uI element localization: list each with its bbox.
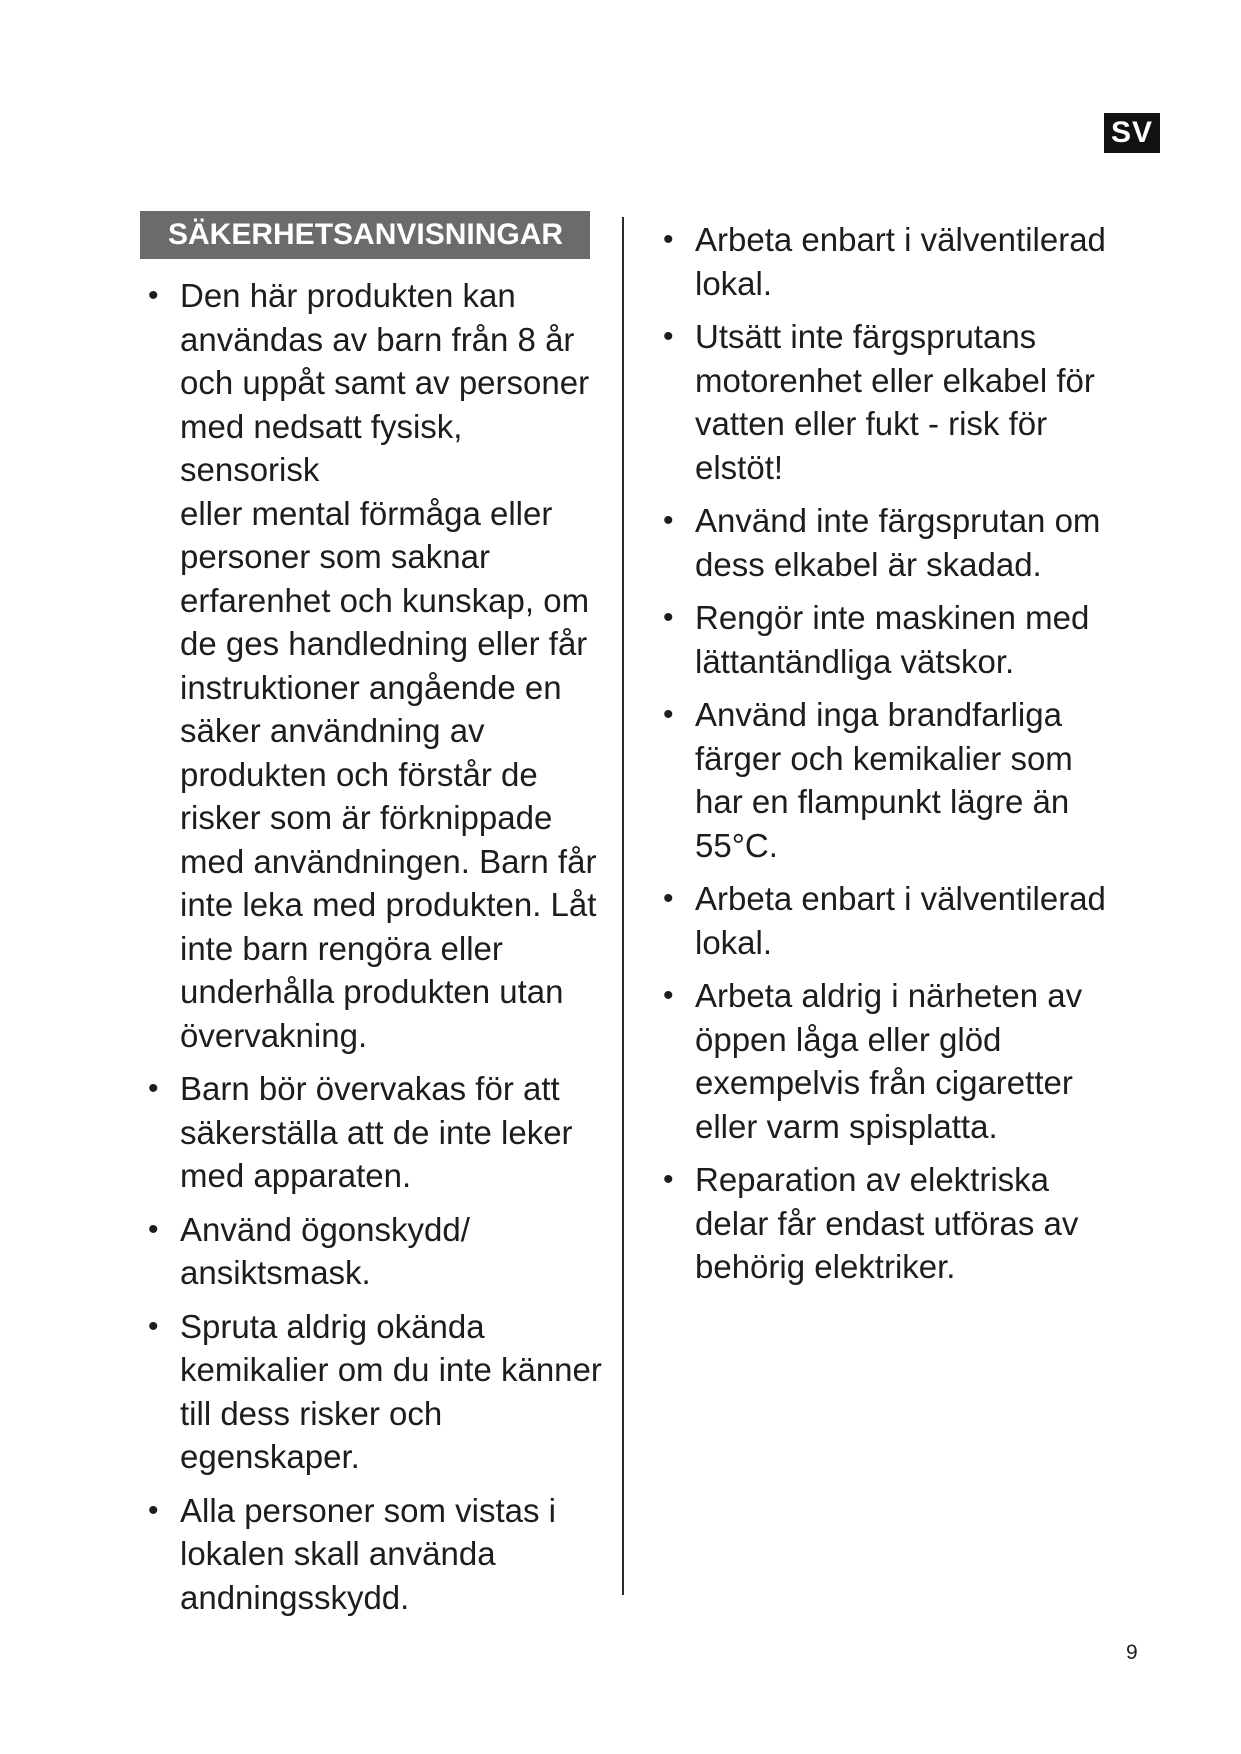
bullet-icon: •: [148, 1309, 159, 1343]
list-item-text: Arbeta enbart i välventilerad lokal.: [695, 880, 1106, 961]
list-item-text: Alla personer som vistas i lokalen skall använda andningsskydd.: [180, 1491, 556, 1616]
list-item: [140, 1067, 610, 1198]
bullet-icon: •: [148, 1072, 159, 1105]
list-item: [655, 974, 1125, 1148]
page-number: 9: [1126, 1641, 1138, 1664]
language-badge: SV: [1104, 113, 1160, 153]
bullet-icon: •: [148, 1493, 159, 1527]
section-heading: SÄKERHETSANVISNINGAR: [140, 211, 590, 259]
list-item: [655, 499, 1125, 586]
list-item-text: Utsätt inte färgsprutans motorenhet eller elkabel för vatten eller fukt - risk för elstöt!: [695, 318, 1095, 486]
left-column-list: [140, 274, 610, 1629]
list-item-text: Barn bör övervakas för att säkerställa att de inte leker med apparaten.: [180, 1070, 573, 1194]
bullet-icon: •: [148, 279, 159, 312]
list-item-text: Rengör inte maskinen med lättantändliga vätskor.: [695, 599, 1090, 680]
bullet-icon: •: [663, 979, 674, 1012]
list-item: [140, 1208, 610, 1295]
bullet-icon: •: [663, 504, 674, 537]
bullet-icon: •: [663, 698, 674, 731]
bullet-icon: •: [148, 1212, 159, 1246]
bullet-icon: •: [663, 601, 674, 634]
list-item-text: Använd ögonskydd/ ansiktsmask.: [180, 1210, 470, 1291]
list-item: [140, 1305, 610, 1479]
list-item: [140, 274, 610, 1057]
right-column-list: [655, 218, 1125, 1299]
list-item: [140, 1489, 610, 1620]
list-item: [655, 218, 1125, 305]
bullet-icon: •: [663, 223, 674, 256]
list-item-text: Arbeta aldrig i närheten av öppen låga eller glöd exempelvis från cigaretter eller varm spisplatta.: [695, 977, 1083, 1145]
bullet-icon: •: [663, 320, 674, 353]
list-item-text: Spruta aldrig okända kemikalier om du inte känner till dess risker och egenskaper.: [180, 1307, 602, 1475]
list-item-text: Den här produkten kan användas av barn från 8 år och uppåt samt av personer med nedsatt fysisk, sensorisk eller mental förmåga eller personer som saknar erfarenhet och kunskap, om de ges handledning eller får instruktioner angående en säker användning av produkten och förstår de risker som är förknippade med användningen. Barn får inte leka med produkten. Låt inte barn rengöra eller underhålla produkten utan övervakning.: [180, 277, 597, 1054]
list-item: [655, 1158, 1125, 1289]
bullet-icon: •: [663, 1163, 674, 1196]
column-divider: [622, 217, 624, 1595]
list-item-text: Använd inte färgsprutan om dess elkabel är skadad.: [695, 502, 1101, 583]
list-item-text: Reparation av elektriska delar får endast utföras av behörig elektriker.: [695, 1161, 1079, 1285]
list-item: [655, 596, 1125, 683]
list-item: [655, 693, 1125, 867]
list-item-text: Arbeta enbart i välventilerad lokal.: [695, 221, 1106, 302]
list-item-text: Använd inga brandfarliga färger och kemikalier som har en flampunkt lägre än 55°C.: [695, 696, 1073, 864]
list-item: [655, 315, 1125, 489]
bullet-icon: •: [663, 882, 674, 915]
list-item: [655, 877, 1125, 964]
